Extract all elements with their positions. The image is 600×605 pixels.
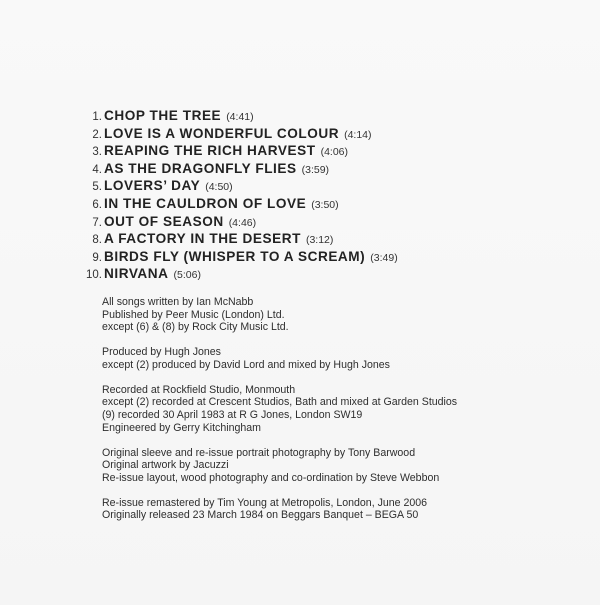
credit-line: except (2) produced by David Lord and mixed by Hugh Jones bbox=[102, 358, 390, 371]
credit-line: Re-issue remastered by Tim Young at Metropolis, London, June 2006 bbox=[102, 496, 428, 509]
credit-block-production bbox=[102, 346, 457, 371]
track-duration: (5:06) bbox=[173, 269, 201, 282]
track-duration: (3:49) bbox=[370, 251, 398, 264]
track-number: 3. bbox=[92, 146, 102, 159]
credit-line: Produced by Hugh Jones bbox=[102, 346, 221, 359]
track-row bbox=[84, 160, 398, 178]
credit-line: Recorded at Rockfield Studio, Monmouth bbox=[102, 383, 296, 396]
track-title: BIRDS FLY (WHISPER TO A SCREAM) bbox=[104, 248, 366, 264]
track-title: OUT OF SEASON bbox=[104, 213, 224, 229]
credit-line: Re-issue layout, wood photography and co-ordination by Steve Webbon bbox=[102, 471, 440, 484]
track-duration: (3:59) bbox=[301, 163, 330, 176]
track-number: 7. bbox=[92, 216, 102, 229]
track-duration: (4:46) bbox=[228, 216, 257, 229]
credits bbox=[102, 296, 457, 534]
credit-line: Originally released 23 March 1984 on Beggars Banquet – BEGA 50 bbox=[102, 509, 419, 522]
track-row bbox=[84, 230, 398, 248]
track-number: 9. bbox=[92, 251, 102, 264]
track-duration: (4:50) bbox=[205, 181, 233, 194]
track-row bbox=[84, 213, 398, 231]
track-number: 10. bbox=[86, 269, 102, 282]
credit-line: Published by Peer Music (London) Ltd. bbox=[102, 308, 285, 321]
track-duration: (4:14) bbox=[344, 128, 372, 141]
track-title: REAPING THE RICH HARVEST bbox=[104, 143, 316, 159]
track-row bbox=[84, 248, 398, 266]
track-number: 8. bbox=[92, 234, 102, 247]
credit-line: Engineered by Gerry Kitchingham bbox=[102, 421, 261, 434]
credit-block-recording bbox=[102, 384, 457, 434]
track-title: AS THE DRAGONFLY FLIES bbox=[104, 160, 297, 176]
track-number: 6. bbox=[92, 198, 102, 211]
track-row bbox=[84, 195, 398, 213]
track-row bbox=[84, 177, 398, 195]
track-row bbox=[84, 125, 398, 143]
track-duration: (3:12) bbox=[305, 234, 334, 247]
credit-block-reissue bbox=[102, 497, 457, 522]
track-title: LOVERS’ DAY bbox=[104, 178, 201, 194]
track-number: 5. bbox=[92, 181, 102, 194]
track-duration: (3:50) bbox=[311, 198, 339, 211]
credit-line: Original artwork by Jacuzzi bbox=[102, 459, 229, 472]
credit-line: (9) recorded 30 April 1983 at R G Jones, London SW19 bbox=[102, 408, 363, 421]
track-number: 1. bbox=[92, 111, 102, 123]
track-title: CHOP THE TREE bbox=[104, 108, 222, 123]
track-duration: (4:06) bbox=[320, 146, 349, 159]
track-title: LOVE IS A WONDERFUL COLOUR bbox=[104, 125, 340, 141]
track-number: 2. bbox=[92, 128, 102, 141]
credit-line: Original sleeve and re-issue portrait photography by Tony Barwood bbox=[102, 446, 416, 459]
credit-block-artwork bbox=[102, 447, 457, 485]
track-row bbox=[84, 142, 398, 160]
credit-block-songwriting bbox=[102, 296, 457, 334]
track-duration: (4:41) bbox=[226, 111, 254, 123]
track-number: 4. bbox=[92, 163, 102, 176]
credit-line: except (2) recorded at Crescent Studios, Bath and mixed at Garden Studios bbox=[102, 396, 458, 409]
track-row bbox=[84, 107, 398, 125]
tracklist bbox=[84, 107, 398, 283]
track-title: A FACTORY IN THE DESERT bbox=[104, 231, 301, 247]
track-title: NIRVANA bbox=[104, 266, 169, 282]
track-title: IN THE CAULDRON OF LOVE bbox=[104, 195, 307, 211]
track-row bbox=[84, 265, 398, 283]
credit-line: except (6) & (8) by Rock City Music Ltd. bbox=[102, 321, 289, 334]
credit-line: All songs written by Ian McNabb bbox=[102, 296, 254, 308]
